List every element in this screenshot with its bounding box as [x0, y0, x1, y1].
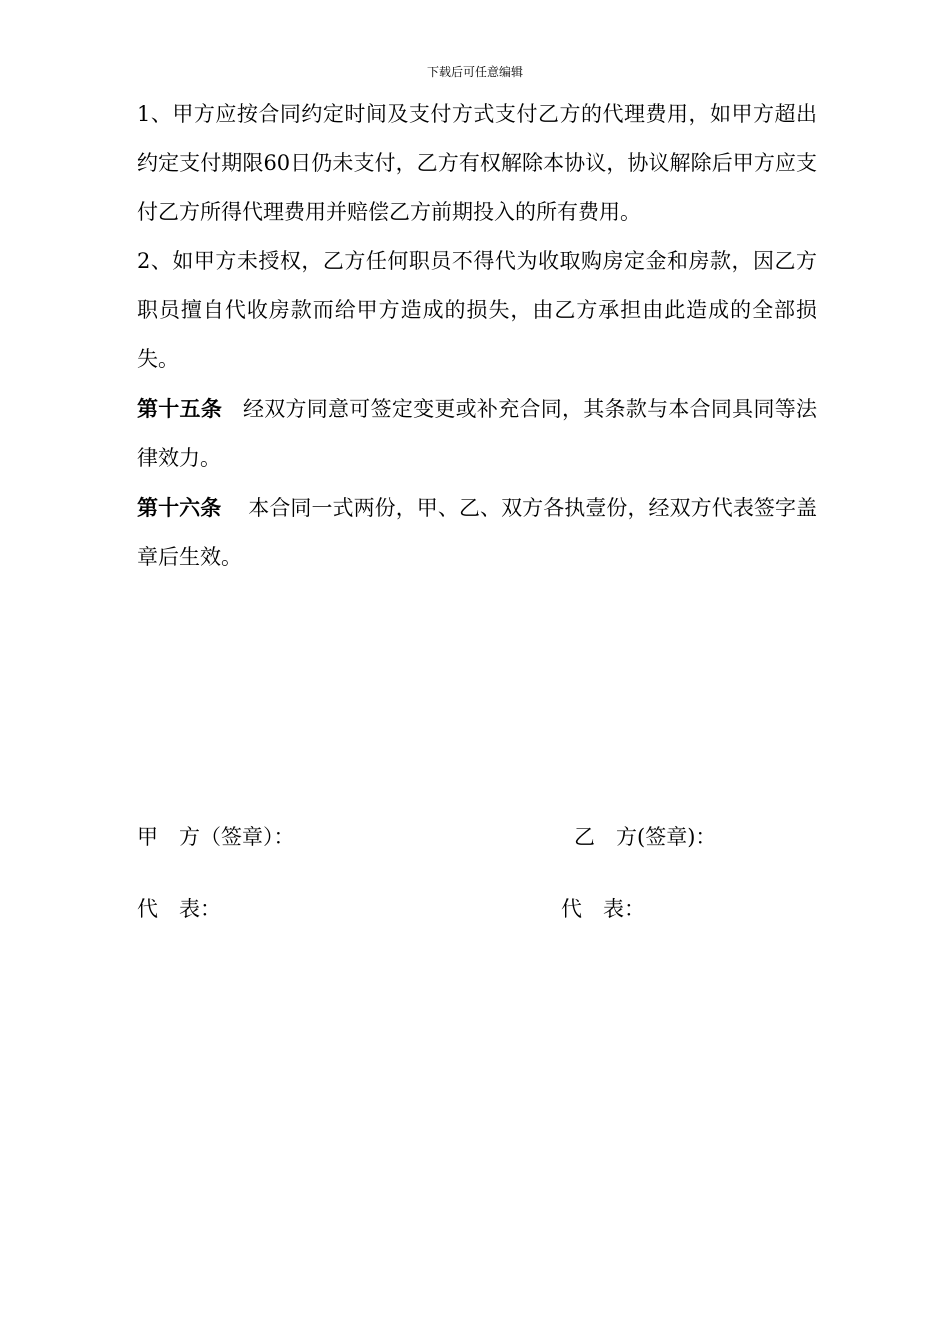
contract-body: [137, 90, 817, 582]
page-header-note: 下载后可任意编辑: [426, 65, 523, 79]
party-a-signature-label: 甲 方（签章）：: [137, 825, 295, 849]
article-16-text: 本合同一式两份，甲、乙、双方各执壹份，经双方代表签字盖章后生效。: [137, 496, 818, 569]
article-15-text: 经双方同意可签定变更或补充合同，其条款与本合同具同等法律效力。: [137, 397, 818, 470]
party-b-representative-label: 代 表：: [561, 897, 645, 921]
article-16: [137, 483, 817, 582]
clause-paragraph-2: 2、如甲方未授权，乙方任何职员不得代为收取购房定金和房款，因乙方职员擅自代收房款而给甲方造成的损失，由乙方承担由此造成的全部损失。: [137, 249, 817, 371]
article-16-title: 第十六条: [137, 495, 222, 520]
party-a-representative-label: 代 表：: [137, 897, 221, 921]
party-b-signature-label: 乙 方(签章)：: [574, 825, 717, 849]
article-15-title: 第十五条: [137, 396, 223, 421]
article-15: [137, 384, 817, 483]
clause-paragraph-1: 1、甲方应按合同约定时间及支付方式支付乙方的代理费用，如甲方超出约定支付期限60日仍未支付，乙方有权解除本协议，协议解除后甲方应支付乙方所得代理费用并赔偿乙方前期投入的所有费用。: [137, 102, 817, 224]
